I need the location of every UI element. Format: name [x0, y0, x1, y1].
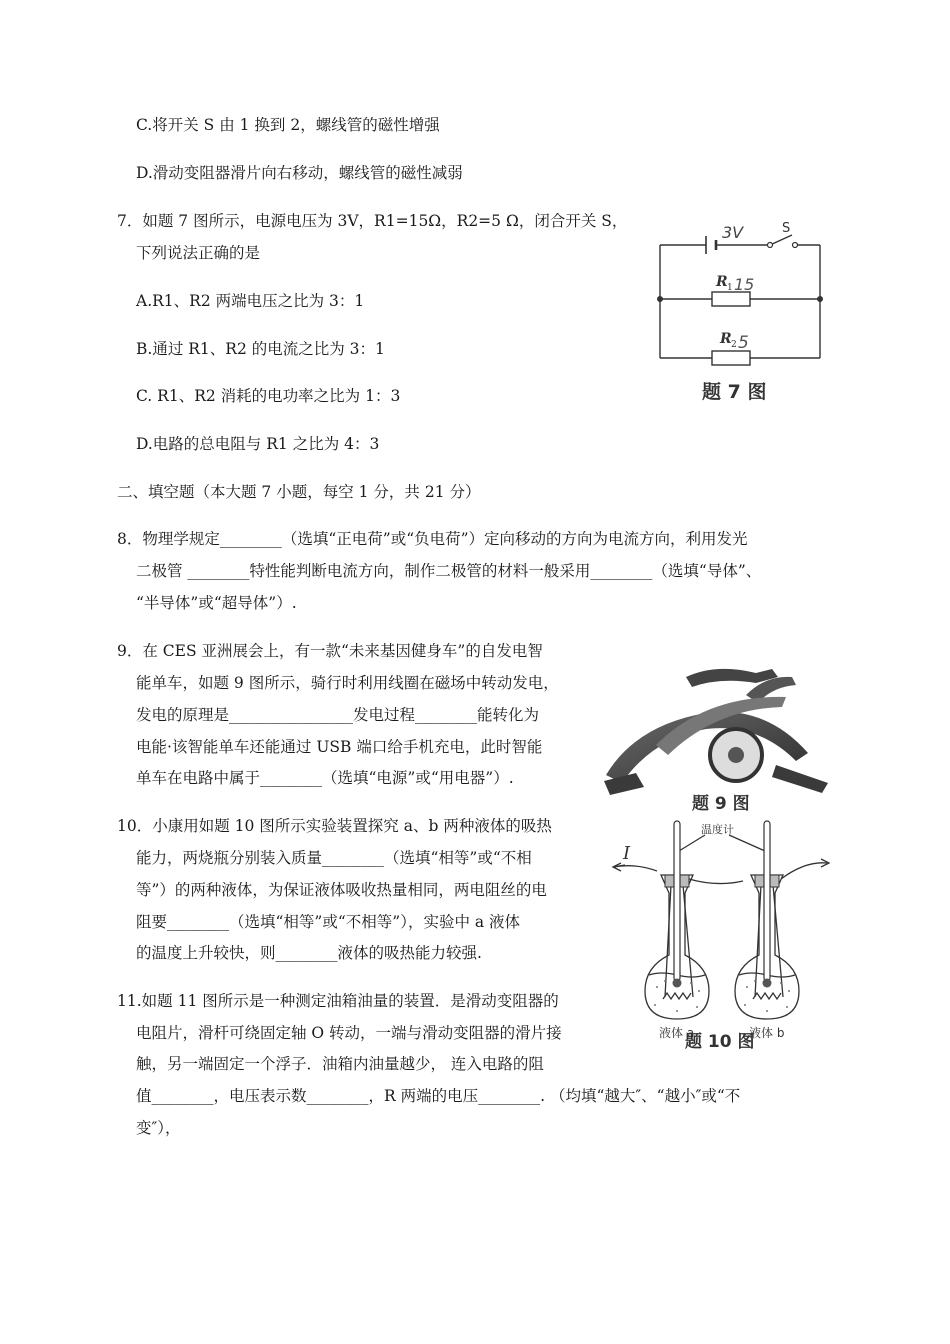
q11-line3: 触，另一端固定一个浮子．油箱内油量越少， 连入电路的阻 — [136, 1055, 544, 1073]
q7-r1-handwritten: 15 — [734, 275, 755, 294]
q7-r2-subscript: 2 — [731, 340, 737, 350]
q7-option-b: B.通过 R1、R2 的电流之比为 3：1 — [136, 340, 385, 358]
q7-option-d: D.电路的总电阻与 R1 之比为 4：3 — [136, 435, 380, 453]
q7-r2-handwritten: 5 — [738, 333, 749, 353]
q11-line5: 变″）， — [136, 1119, 181, 1137]
q11-line4: 值________，电压表示数________，R 两端的电压________. （均填“越大″、“越小″或“不 — [136, 1087, 741, 1105]
q7-circuit-figure — [650, 210, 830, 410]
q11-line2: 电阻片，滑杆可绕固定轴 O 转动，一端与滑动变阻器的滑片接 — [136, 1024, 562, 1042]
q9-bike-figure — [596, 655, 836, 815]
q7-option-c: C. R1、R2 消耗的电功率之比为 1：3 — [136, 387, 401, 405]
q10-figure-caption: 题 10 图 — [685, 1032, 755, 1052]
q7-voltage-label: 3V — [722, 223, 744, 242]
q10-experiment-diagram — [605, 815, 835, 1050]
q9-line3: 发电的原理是________________发电过程________能转化为 — [136, 706, 540, 724]
q6-option-c: C.将开关 S 由 1 换到 2，螺线管的磁性增强 — [136, 116, 440, 134]
q9-line5: 单车在电路中属于________（选填“电源”或“用电器”）. — [136, 769, 514, 787]
q9-figure-caption: 题 9 图 — [692, 794, 750, 814]
q8-line3: “半导体”或“超导体”）. — [136, 594, 297, 612]
q10-thermometer-label: 温度计 — [701, 823, 734, 836]
q10-experiment-figure — [605, 815, 835, 1050]
q7-stem-line1: 7．如题 7 图所示，电源电压为 3V，R1=15Ω，R2=5 Ω，闭合开关 S， — [117, 212, 628, 230]
q10-line3: 等”）的两种液体，为保证液体吸收热量相同，两电阻丝的电 — [136, 881, 547, 899]
q7-r1-subscript: 1 — [727, 283, 733, 293]
q9-line4: 电能·该智能单车还能通过 USB 端口给手机充电，此时智能 — [136, 738, 543, 756]
q7-r1-label: R — [716, 274, 728, 290]
q10-current-label: I — [623, 843, 631, 864]
q11-line1: 11.如题 11 图所示是一种测定油箱油量的装置．是滑动变阻器的 — [117, 992, 559, 1010]
q10-line4: 阻要________（选填“相等”或“不相等”），实验中 a 液体 — [136, 913, 521, 931]
q7-r2-label: R — [720, 331, 732, 347]
q10-liquid-b-label: 液体 b — [749, 1026, 785, 1040]
q6-option-d: D.滑动变阻器滑片向右移动，螺线管的磁性减弱 — [136, 164, 463, 182]
q7-figure-caption: 题 7 图 — [702, 381, 767, 403]
q9-line1: 9．在 CES 亚洲展会上，有一款“未来基因健身车”的自发电智 — [117, 642, 543, 660]
q7-option-a: A.R1、R2 两端电压之比为 3：1 — [136, 292, 365, 310]
q10-line2: 能力，两烧瓶分别装入质量________（选填“相等”或“不相 — [136, 849, 532, 867]
q7-switch-label: S — [782, 221, 791, 236]
q8-line2: 二极管 ________特性能判断电流方向，制作二极管的材料一般采用________（选填“导体”、 — [136, 562, 762, 580]
q10-line1: 10．小康用如题 10 图所示实验装置探究 a、b 两种液体的吸热 — [117, 817, 552, 835]
q9-line2: 能单车，如题 9 图所示，骑行时利用线圈在磁场中转动发电， — [136, 674, 559, 692]
section-2-heading: 二、填空题（本大题 7 小题，每空 1 分，共 21 分） — [117, 483, 481, 501]
q7-stem-line2: 下列说法正确的是 — [136, 244, 261, 262]
q10-line5: 的温度上升较快，则________液体的吸热能力较强. — [136, 944, 482, 962]
q7-circuit-diagram — [650, 210, 830, 410]
q9-bike-image — [596, 655, 836, 815]
q8-line1: 8．物理学规定________（选填“正电荷”或“负电荷”）定向移动的方向为电流方向，利用发光 — [117, 530, 748, 548]
q10-liquid-a-label: 液体 a — [659, 1026, 695, 1040]
